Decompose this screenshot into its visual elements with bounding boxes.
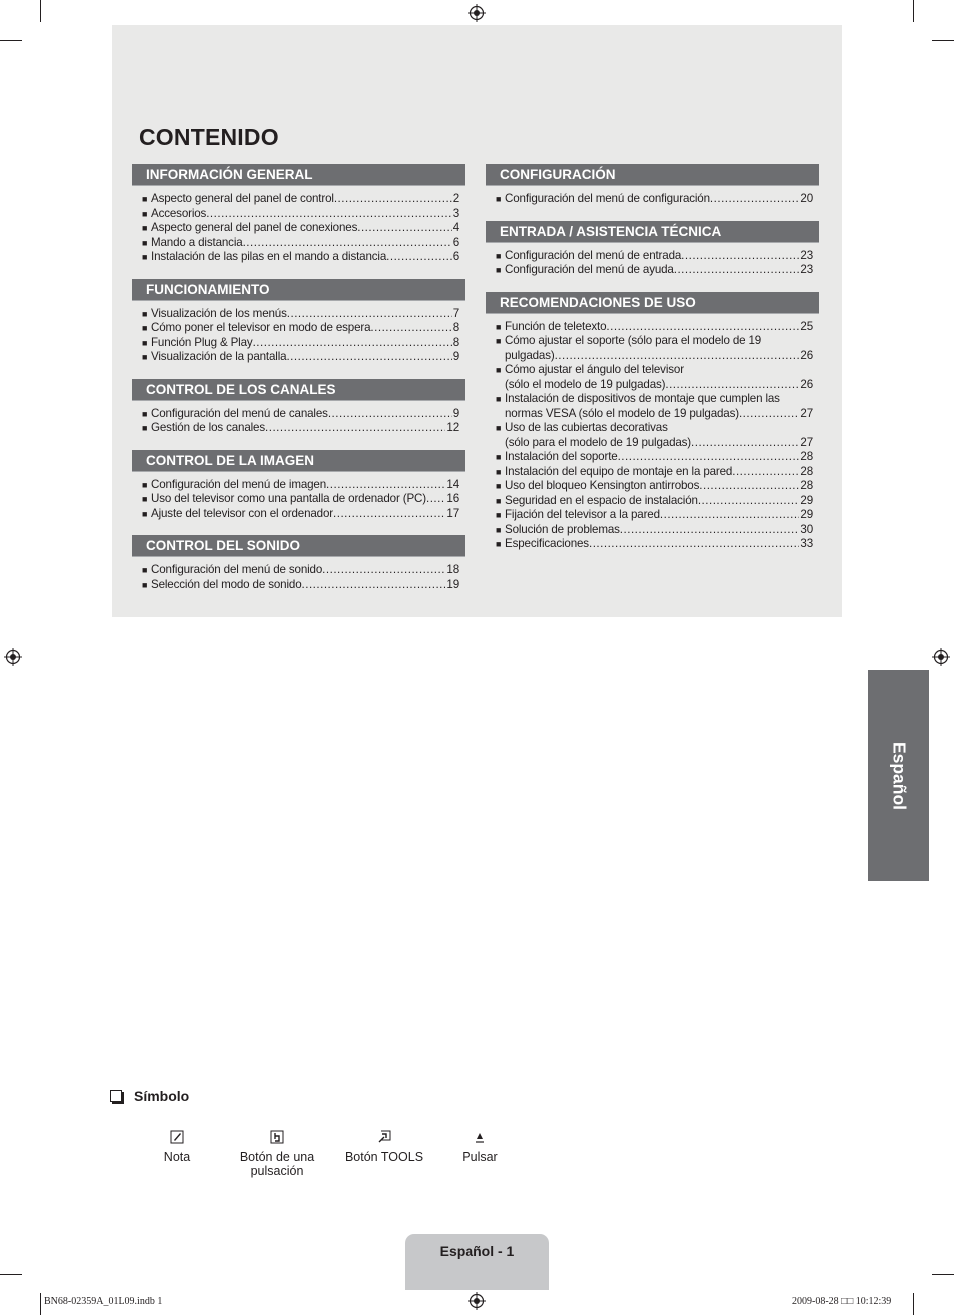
toc-entry-text: Instalación del soporte bbox=[505, 450, 618, 463]
toc-entry-text: Configuración del menú de imagen bbox=[151, 477, 327, 491]
toc-entry-page: 23 bbox=[800, 263, 813, 276]
toc-entry-page: 9 bbox=[452, 350, 459, 363]
dot-leader bbox=[206, 207, 451, 222]
toc-entry-text: Configuración del menú de entrada bbox=[505, 248, 682, 262]
toc-section-heading: CONTROL DEL SONIDO bbox=[132, 535, 465, 557]
toc-section-heading: INFORMACIÓN GENERAL bbox=[132, 164, 465, 186]
checkbox-square-icon bbox=[110, 1090, 122, 1102]
registration-mark-icon bbox=[4, 648, 22, 666]
dot-leader bbox=[253, 336, 452, 351]
symbol-one-touch-button bbox=[222, 1130, 332, 1178]
toc-list bbox=[132, 192, 465, 265]
toc-section-heading: FUNCIONAMIENTO bbox=[132, 279, 465, 301]
bullet-square-icon: ■ bbox=[496, 510, 502, 520]
toc-entry bbox=[142, 350, 459, 365]
toc-entry-text: pulgadas) bbox=[505, 348, 555, 362]
toc-list bbox=[132, 478, 465, 522]
bullet-square-icon: ■ bbox=[142, 223, 148, 233]
toc-entry bbox=[496, 249, 813, 264]
toc-entry-text: Aspecto general del panel de conexiones bbox=[151, 221, 358, 234]
bullet-square-icon: ■ bbox=[142, 237, 148, 248]
toc-section bbox=[486, 221, 819, 278]
dot-leader bbox=[618, 450, 800, 465]
symbol-note bbox=[122, 1130, 232, 1164]
dot-leader bbox=[606, 320, 799, 335]
crop-mark bbox=[932, 1274, 954, 1275]
toc-section-heading: ENTRADA / ASISTENCIA TÉCNICA bbox=[486, 221, 819, 243]
dot-leader bbox=[243, 236, 452, 251]
toc-entry bbox=[496, 320, 813, 335]
crop-mark bbox=[0, 40, 22, 41]
toc-entry-text: Solución de problemas bbox=[505, 522, 620, 536]
dot-leader bbox=[370, 321, 451, 336]
crop-mark bbox=[913, 0, 914, 22]
toc-list bbox=[486, 320, 819, 552]
toc-entry-text: Función de teletexto bbox=[505, 319, 607, 333]
toc-section bbox=[132, 164, 465, 265]
toc-entry-page: 30 bbox=[800, 522, 813, 536]
dot-leader bbox=[739, 407, 799, 422]
toc-entry-text-first-line: Instalación de dispositivos de montaje que cumplen las bbox=[505, 392, 780, 405]
toc-entry bbox=[496, 523, 813, 538]
toc-entry-page: 28 bbox=[800, 464, 813, 478]
toc-entry-text: Mando a distancia bbox=[151, 235, 243, 249]
toc-entry-text: Configuración del menú de sonido bbox=[151, 563, 323, 576]
toc-entry bbox=[496, 479, 813, 494]
toc-entry-page: 19 bbox=[446, 577, 459, 591]
toc-section bbox=[132, 450, 465, 522]
toc-entry-text: Especificaciones bbox=[505, 537, 589, 550]
bullet-square-icon: ■ bbox=[496, 321, 502, 332]
bullet-square-icon: ■ bbox=[496, 194, 502, 204]
toc-entry-text: Seguridad en el espacio de instalación bbox=[505, 493, 698, 507]
toc-section bbox=[132, 279, 465, 365]
toc-entry-page: 4 bbox=[452, 221, 459, 234]
registration-mark-icon bbox=[468, 4, 486, 22]
toc-section bbox=[132, 535, 465, 592]
dot-leader bbox=[589, 537, 799, 552]
symbol-press bbox=[425, 1130, 535, 1164]
dot-leader bbox=[681, 249, 799, 264]
toc-entry-page: 12 bbox=[446, 421, 459, 434]
toc-entry bbox=[142, 507, 459, 522]
dot-leader bbox=[426, 492, 445, 507]
toc-entry-page: 27 bbox=[800, 406, 813, 420]
bullet-square-icon: ■ bbox=[142, 565, 148, 575]
bullet-square-icon: ■ bbox=[496, 452, 502, 462]
dot-leader bbox=[357, 221, 451, 236]
dot-leader bbox=[326, 478, 445, 493]
toc-entry-text: Cómo poner el televisor en modo de espera bbox=[151, 321, 371, 334]
toc-entry bbox=[142, 478, 459, 493]
bullet-square-icon: ■ bbox=[142, 308, 148, 319]
toc-entry bbox=[496, 334, 813, 363]
dot-leader bbox=[710, 192, 799, 207]
bullet-square-icon: ■ bbox=[142, 479, 148, 490]
toc-entry bbox=[496, 450, 813, 465]
bullet-square-icon: ■ bbox=[142, 352, 148, 362]
dot-leader bbox=[302, 578, 446, 593]
crop-mark bbox=[40, 1293, 41, 1315]
toc-entry bbox=[142, 578, 459, 593]
toc-entry bbox=[496, 263, 813, 278]
dot-leader bbox=[333, 507, 445, 522]
contents-column-left bbox=[132, 164, 465, 606]
toc-entry-text: (sólo el modelo de 19 pulgadas) bbox=[505, 377, 666, 391]
dot-leader bbox=[665, 378, 799, 393]
toc-entry-page: 8 bbox=[452, 321, 459, 334]
dot-leader bbox=[322, 563, 445, 578]
bullet-square-icon: ■ bbox=[496, 539, 502, 549]
bullet-square-icon: ■ bbox=[142, 423, 148, 433]
toc-entry-page: 2 bbox=[452, 192, 459, 205]
dot-leader bbox=[334, 192, 452, 207]
toc-entry-page: 3 bbox=[452, 206, 459, 220]
bullet-square-icon: ■ bbox=[496, 481, 502, 491]
tools-button-icon bbox=[377, 1130, 391, 1144]
toc-entry bbox=[142, 407, 459, 422]
bullet-square-icon: ■ bbox=[496, 365, 502, 375]
registration-mark-icon bbox=[932, 648, 950, 666]
toc-entry-page: 14 bbox=[446, 477, 459, 491]
bullet-square-icon: ■ bbox=[496, 495, 502, 506]
dot-leader bbox=[620, 523, 800, 538]
bullet-square-icon: ■ bbox=[142, 494, 148, 504]
toc-entry-text: Visualización de los menús bbox=[151, 306, 287, 320]
page-number-tab bbox=[405, 1234, 549, 1290]
toc-entry-text: Uso del bloqueo Kensington antirrobos bbox=[505, 479, 700, 492]
toc-entry-text: Aspecto general del panel de control bbox=[151, 192, 334, 205]
toc-entry-page: 28 bbox=[800, 479, 813, 492]
toc-section-heading: RECOMENDACIONES DE USO bbox=[486, 292, 819, 314]
bullet-square-icon: ■ bbox=[496, 250, 502, 261]
dot-leader bbox=[286, 350, 451, 365]
toc-entry-text-first-line: Uso de las cubiertas decorativas bbox=[505, 421, 668, 434]
toc-entry-text: Fijación del televisor a la pared bbox=[505, 508, 660, 521]
bullet-square-icon: ■ bbox=[142, 408, 148, 419]
crop-mark bbox=[40, 0, 41, 22]
toc-entry-page: 9 bbox=[452, 406, 459, 420]
file-slug-left: BN68-02359A_01L09.indb 1 bbox=[44, 1296, 163, 1307]
bullet-square-icon: ■ bbox=[142, 194, 148, 204]
toc-entry-page: 23 bbox=[800, 248, 813, 262]
one-touch-button-icon bbox=[270, 1130, 284, 1144]
contents-column-right bbox=[486, 164, 819, 566]
toc-entry-page: 17 bbox=[446, 506, 459, 520]
toc-entry bbox=[142, 221, 459, 236]
toc-entry bbox=[142, 421, 459, 436]
toc-section-heading: CONTROL DE LOS CANALES bbox=[132, 379, 465, 401]
toc-entry bbox=[496, 363, 813, 392]
symbol-heading-label: Símbolo bbox=[134, 1088, 190, 1104]
toc-entry bbox=[142, 307, 459, 322]
toc-section-heading: CONTROL DE LA IMAGEN bbox=[132, 450, 465, 472]
toc-entry-text: Uso del televisor como una pantalla de ordenador (PC) bbox=[151, 492, 426, 505]
toc-list bbox=[132, 407, 465, 436]
toc-entry-page: 27 bbox=[800, 435, 813, 449]
toc-entry-page: 29 bbox=[800, 508, 813, 521]
toc-entry-page: 33 bbox=[800, 537, 813, 550]
toc-entry-page: 26 bbox=[800, 377, 813, 391]
crop-mark bbox=[932, 40, 954, 41]
toc-entry bbox=[496, 392, 813, 421]
bullet-square-icon: ■ bbox=[142, 252, 148, 262]
toc-entry-text-first-line: Cómo ajustar el ángulo del televisor bbox=[505, 363, 684, 376]
bullet-square-icon: ■ bbox=[496, 336, 502, 346]
toc-section-heading: CONFIGURACIÓN bbox=[486, 164, 819, 186]
bullet-square-icon: ■ bbox=[142, 508, 148, 519]
bullet-square-icon: ■ bbox=[496, 394, 502, 404]
dot-leader bbox=[386, 250, 452, 265]
toc-entry-page: 16 bbox=[446, 492, 459, 505]
toc-entry bbox=[496, 192, 813, 207]
toc-entry bbox=[496, 494, 813, 509]
bullet-square-icon: ■ bbox=[496, 524, 502, 535]
press-icon bbox=[473, 1130, 487, 1144]
bullet-square-icon: ■ bbox=[496, 265, 502, 275]
language-side-tab bbox=[868, 670, 929, 881]
toc-entry-text: Ajuste del televisor con el ordenador bbox=[151, 506, 333, 520]
toc-entry bbox=[142, 250, 459, 265]
bullet-square-icon: ■ bbox=[142, 579, 148, 590]
dot-leader bbox=[732, 465, 799, 480]
note-icon bbox=[170, 1130, 184, 1144]
toc-entry-text: Configuración del menú de canales bbox=[151, 406, 328, 420]
toc-entry-page: 8 bbox=[452, 335, 459, 349]
toc-entry bbox=[142, 207, 459, 222]
toc-section bbox=[486, 164, 819, 207]
toc-entry-page: 20 bbox=[800, 192, 813, 205]
toc-entry-page: 7 bbox=[452, 306, 459, 320]
toc-list bbox=[486, 249, 819, 278]
toc-entry-text: Instalación de las pilas en el mando a distancia bbox=[151, 250, 387, 263]
toc-entry bbox=[496, 421, 813, 450]
toc-entry-text: normas VESA (sólo el modelo de 19 pulgadas) bbox=[505, 406, 739, 420]
toc-list bbox=[486, 192, 819, 207]
dot-leader bbox=[660, 508, 800, 523]
dot-leader bbox=[674, 263, 800, 278]
toc-section bbox=[132, 379, 465, 436]
symbol-tools-button bbox=[329, 1130, 439, 1164]
toc-entry bbox=[142, 321, 459, 336]
symbol-tools-label: Botón TOOLS bbox=[344, 1150, 424, 1164]
toc-entry-text: (sólo para el modelo de 19 pulgadas) bbox=[505, 435, 692, 449]
bullet-square-icon: ■ bbox=[142, 337, 148, 348]
toc-entry-text: Gestión de los canales bbox=[151, 421, 265, 434]
dot-leader bbox=[691, 436, 799, 451]
toc-entry-text: Accesorios bbox=[151, 206, 207, 220]
toc-entry-text-first-line: Cómo ajustar el soporte (sólo para el modelo de 19 bbox=[505, 334, 762, 347]
dot-leader bbox=[328, 407, 452, 422]
toc-entry-text: Función Plug & Play bbox=[151, 335, 253, 349]
toc-entry-page: 25 bbox=[800, 319, 813, 333]
toc-list bbox=[132, 563, 465, 592]
toc-list bbox=[132, 307, 465, 365]
toc-entry-text: Selección del modo de sonido bbox=[151, 577, 302, 591]
toc-entry bbox=[142, 192, 459, 207]
dot-leader bbox=[698, 494, 800, 509]
symbol-one-touch-label: Botón de una pulsación bbox=[239, 1150, 315, 1178]
dot-leader bbox=[287, 307, 452, 322]
bullet-square-icon: ■ bbox=[496, 466, 502, 477]
toc-entry bbox=[142, 236, 459, 251]
toc-entry-page: 28 bbox=[800, 450, 813, 463]
file-slug-right: 2009-08-28 □□ 10:12:39 bbox=[792, 1296, 892, 1307]
symbol-press-label: Pulsar bbox=[462, 1150, 498, 1164]
dot-leader bbox=[555, 349, 800, 364]
symbol-note-label: Nota bbox=[163, 1150, 191, 1164]
toc-entry-page: 6 bbox=[452, 250, 459, 263]
bullet-square-icon: ■ bbox=[142, 208, 148, 219]
toc-section bbox=[486, 292, 819, 552]
toc-entry-page: 29 bbox=[800, 493, 813, 507]
symbol-heading bbox=[110, 1088, 189, 1104]
bullet-square-icon: ■ bbox=[496, 423, 502, 433]
toc-entry bbox=[496, 465, 813, 480]
toc-entry-text: Instalación del equipo de montaje en la pared bbox=[505, 464, 733, 478]
dot-leader bbox=[699, 479, 799, 494]
toc-entry-text: Configuración del menú de ayuda bbox=[505, 263, 674, 276]
toc-entry-page: 18 bbox=[446, 563, 459, 576]
toc-entry bbox=[142, 492, 459, 507]
language-side-tab-label: Español bbox=[889, 741, 909, 810]
toc-entry-page: 6 bbox=[452, 235, 459, 249]
toc-entry bbox=[496, 508, 813, 523]
page-title: CONTENIDO bbox=[139, 124, 279, 150]
dot-leader bbox=[265, 421, 445, 436]
crop-mark bbox=[913, 1293, 914, 1315]
toc-entry-text: Visualización de la pantalla bbox=[151, 350, 287, 363]
toc-entry bbox=[496, 537, 813, 552]
toc-entry bbox=[142, 336, 459, 351]
registration-mark-icon bbox=[468, 1292, 486, 1310]
toc-entry-page: 26 bbox=[800, 348, 813, 362]
toc-entry bbox=[142, 563, 459, 578]
page-number-label: Español - 1 bbox=[439, 1243, 515, 1259]
toc-entry-text: Configuración del menú de configuración bbox=[505, 192, 710, 205]
crop-mark bbox=[0, 1274, 22, 1275]
bullet-square-icon: ■ bbox=[142, 323, 148, 333]
